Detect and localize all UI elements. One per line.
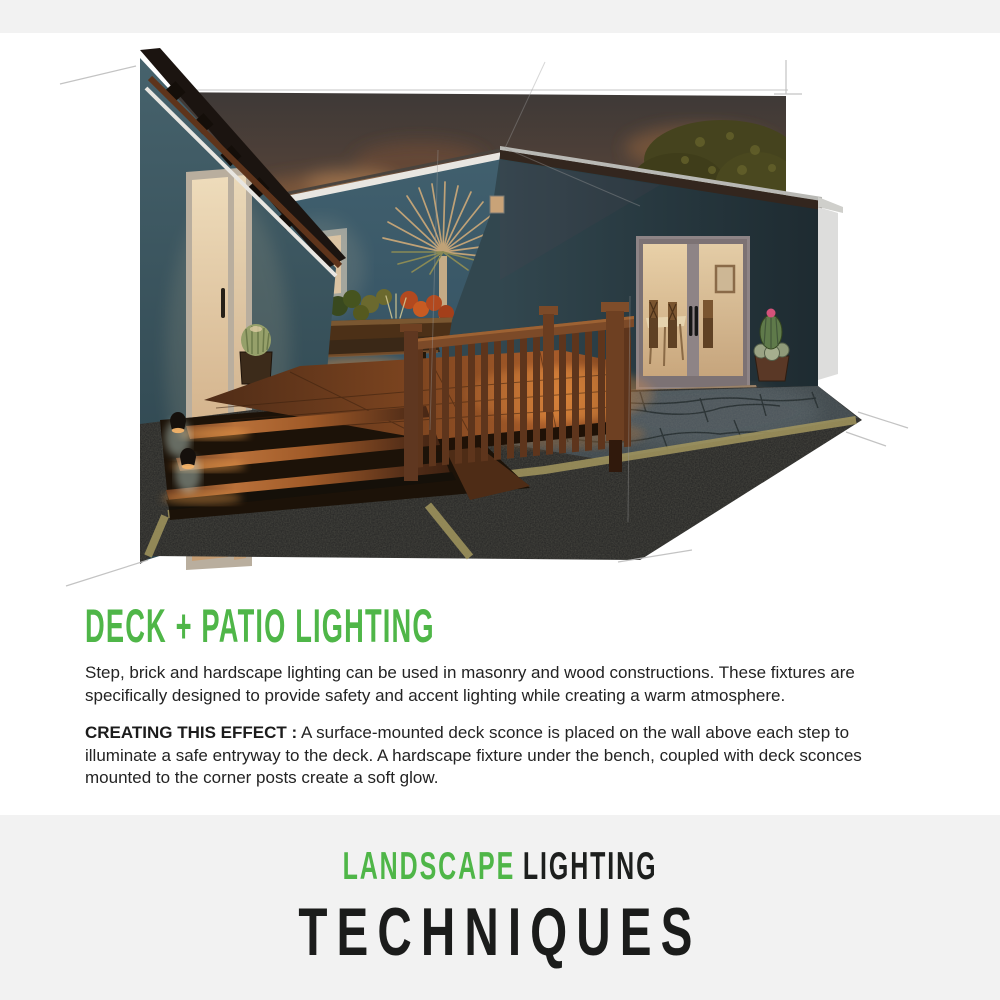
effect-label: CREATING THIS EFFECT : — [85, 723, 298, 743]
door-right-pane — [699, 244, 743, 376]
cactus-flower — [767, 309, 776, 318]
door-handle-right — [695, 306, 698, 336]
footer-band — [0, 815, 1000, 1000]
intro-paragraph: Step, brick and hardscape lighting can be used in masonry and wood constructions. These fixtures are specifically designed to provide safety and accent lighting while creating a warm atmosphere. — [85, 663, 855, 705]
brand-landscape: LANDSCAPE — [342, 844, 516, 888]
effect-paragraph — [85, 722, 911, 789]
brand-line — [343, 845, 658, 889]
brand-lighting: LIGHTING — [522, 844, 658, 888]
entry-door-handle — [221, 288, 225, 318]
footer-title: TECHNIQUES — [298, 893, 702, 970]
framed-picture — [716, 266, 734, 292]
small-lit-window — [490, 196, 504, 213]
round-cactus-pot — [240, 324, 272, 384]
door-handle-left — [689, 306, 692, 336]
article-section — [85, 601, 911, 805]
door-left-pane — [643, 244, 687, 376]
section-heading: DECK + PATIO LIGHTING — [85, 599, 435, 652]
house-side-panel — [818, 207, 838, 380]
effect-body: A surface-mounted deck sconce is placed on the wall above each step to illuminate a safe entryway to the deck. A hardscape fixture under the bench, coupled with deck sconces mounted to the corner posts create a soft glow. — [85, 723, 862, 788]
